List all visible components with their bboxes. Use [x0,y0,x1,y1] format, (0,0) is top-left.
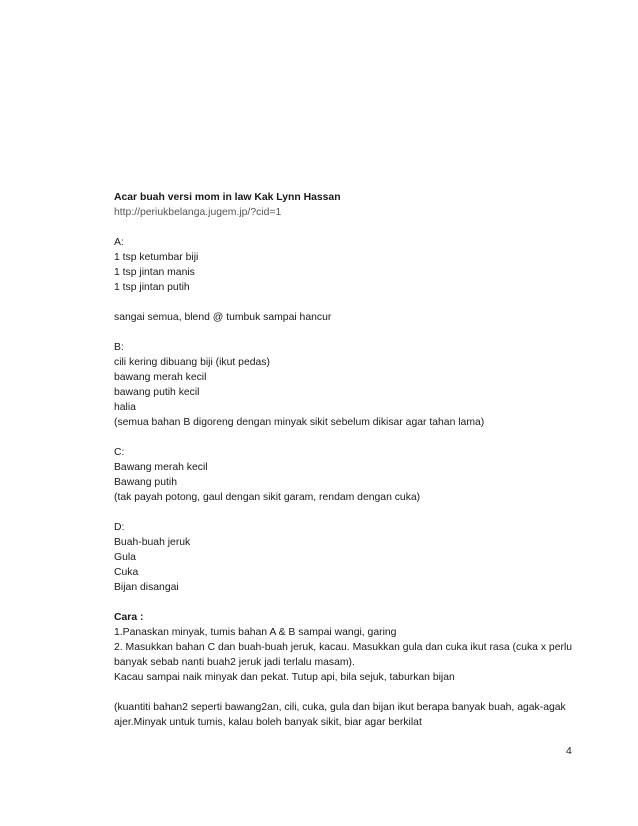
section-d-item: Buah-buah jeruk [114,537,191,548]
spacer [114,595,594,610]
spacer [114,430,594,445]
section-a-item: 1 tsp jintan manis [114,267,195,278]
spacer [114,685,594,700]
method-step: Kacau sampai naik minyak dan pekat. Tutup api, bila sejuk, taburkan bijan [114,672,455,683]
section-d-heading: D: [114,522,125,533]
section-b-item: bawang putih kecil [114,387,200,398]
method-step: banyak sebab nanti buah2 jeruk jadi terlalu masam). [114,657,355,668]
method-note-line: ajer.Minyak untuk tumis, kalau boleh banyak sikit, biar agar berkilat [114,717,422,728]
spacer [114,295,594,310]
section-b-heading: B: [114,342,124,353]
section-c-note: (tak payah potong, gaul dengan sikit garam, rendam dengan cuka) [114,492,421,503]
section-a-note: sangai semua, blend @ tumbuk sampai hancur [114,312,332,323]
source-url[interactable]: http://periukbelanga.jugem.jp/?cid=1 [114,207,282,218]
spacer [114,325,594,340]
section-c-item: Bawang merah kecil [114,462,208,473]
section-d-item: Cuka [114,567,139,578]
section-b-note: (semua bahan B digoreng dengan minyak sikit sebelum dikisar agar tahan lama) [114,417,485,428]
section-d-item: Gula [114,552,136,563]
spacer [114,505,594,520]
method-note-line: (kuantiti bahan2 seperti bawang2an, cili, cuka, gula dan bijan ikut berapa banyak buah, agak-agak [114,702,566,713]
recipe-content [114,190,594,730]
method-step: 1.Panaskan minyak, tumis bahan A & B sampai wangi, garing [114,627,397,638]
section-c-item: Bawang putih [114,477,177,488]
section-b-item: cili kering dibuang biji (ikut pedas) [114,357,270,368]
method-heading: Cara : [114,612,144,623]
section-a-heading: A: [114,237,124,248]
section-b-item: halia [114,402,136,413]
spacer [114,220,594,235]
section-c-heading: C: [114,447,125,458]
recipe-title: Acar buah versi mom in law Kak Lynn Hassan [114,192,341,203]
section-b-item: bawang merah kecil [114,372,207,383]
section-d-item: Bijan disangai [114,582,179,593]
page-number: 4 [566,746,572,757]
section-a-item: 1 tsp ketumbar biji [114,252,199,263]
section-a-item: 1 tsp jintan putih [114,282,190,293]
method-step: 2. Masukkan bahan C dan buah-buah jeruk, kacau. Masukkan gula dan cuka ikut rasa (cuka x perlu [114,642,573,653]
